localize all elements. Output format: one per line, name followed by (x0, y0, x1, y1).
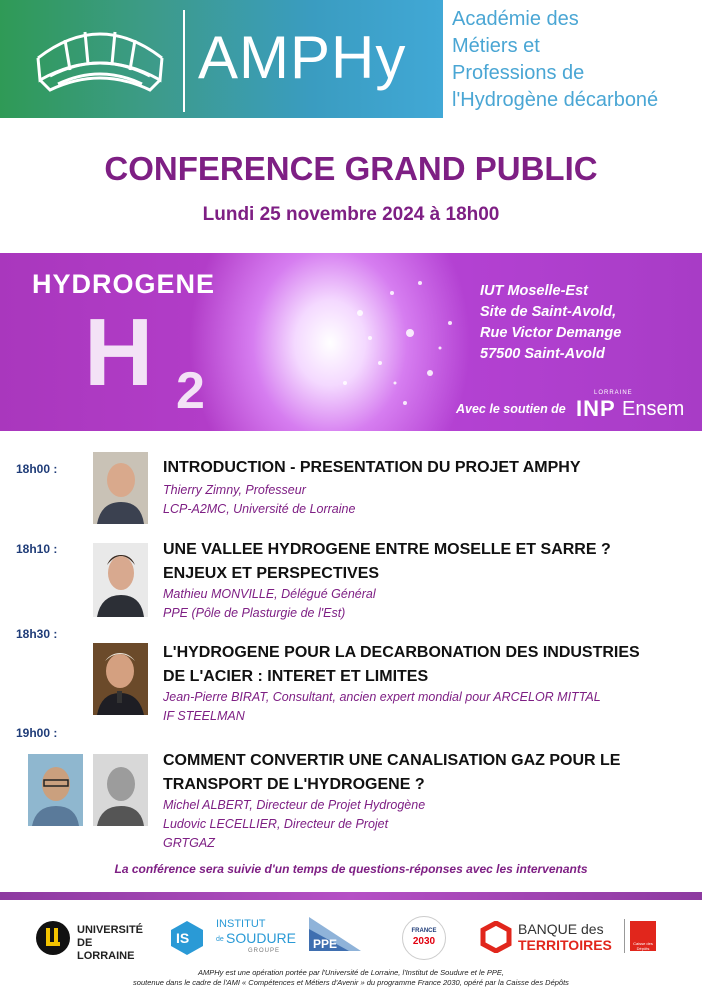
ul-line: DE LORRAINE (77, 937, 135, 962)
speaker-info (163, 688, 601, 726)
talk-title-line: L'HYDROGENE POUR LA DECARBONATION DES INDUSTRIES (163, 644, 640, 661)
footer-line: soutenue dans le cadre de l'AMI « Compétences et Métiers d'Avenir » du programme France 2030, opéré par la Caisse des Dépôts (133, 978, 569, 987)
header-divider (183, 10, 185, 112)
speaker-line: Mathieu MONVILLE, Délégué Général (163, 587, 376, 601)
time-label: 19h00 : (16, 726, 58, 740)
talk-title-line: COMMENT CONVERTIR UNE CANALISATION GAZ POUR LE (163, 752, 621, 769)
talk-title (163, 456, 581, 480)
academy-line: l'Hydrogène décarboné (452, 89, 659, 111)
is-line: GROUPE (248, 948, 281, 954)
purple-divider (0, 892, 702, 900)
amphy-logo-text: AMPHy (198, 24, 407, 91)
talk-title-line: UNE VALLEE HYDROGENE ENTRE MOSELLE ET SARRE ? (163, 541, 611, 558)
address-line: 57500 Saint-Avold (480, 346, 605, 362)
speaker-line: Jean-Pierre BIRAT, Consultant, ancien expert mondial pour ARCELOR MITTAL (163, 690, 601, 704)
speaker-line: Ludovic LECELLIER, Directeur de Projet (163, 817, 389, 831)
is-line: SOUDURE (226, 930, 297, 946)
talk-title-line: DE L'ACIER : INTERET ET LIMITES (163, 668, 429, 685)
support-text: Avec le soutien de (456, 402, 566, 416)
address-line: IUT Moselle-Est (480, 283, 588, 299)
institut-soudure-logo (168, 915, 298, 961)
time-label: 18h30 : (16, 627, 58, 641)
speaker-line: PPE (Pôle de Plasturgie de l'Est) (163, 606, 346, 620)
talk-title-line: TRANSPORT DE L'HYDROGENE ? (163, 776, 425, 793)
speaker-line: Michel ALBERT, Directeur de Projet Hydrogène (163, 798, 426, 812)
address-line: Rue Victor Demange (480, 325, 622, 341)
banner-heading: HYDROGENE (32, 269, 216, 299)
inp-label: INP (576, 396, 616, 421)
h2-symbol-letter: H (84, 299, 154, 406)
speaker-info (163, 481, 355, 519)
time-label: 18h00 : (16, 462, 58, 476)
speaker-photo-icon (93, 452, 148, 524)
speaker-photo-icon (93, 543, 148, 617)
academy-title (452, 6, 702, 114)
talk-title-line: ENJEUX ET PERSPECTIVES (163, 565, 380, 582)
inp-lorraine-label: LORRAINE (594, 390, 633, 396)
banque-territoires-logo (480, 917, 660, 957)
talk-title (163, 749, 620, 797)
venue-address (480, 281, 621, 365)
speaker-line: Thierry Zimny, Professeur (163, 483, 306, 497)
speaker-photo-icon (28, 754, 83, 826)
universite-lorraine-logo (35, 918, 150, 962)
bdt-hexagon-icon (480, 921, 512, 953)
talk-title (163, 538, 611, 586)
bdt-line: BANQUE des (518, 921, 604, 937)
ul-circle-icon (35, 920, 71, 956)
is-line: INSTITUT (216, 918, 266, 930)
footer-line: AMPHy est une opération portée par l'Université de Lorraine, l'Institut de Soudure et le PPE, (198, 968, 504, 977)
ppe-label: PPE (313, 937, 338, 951)
france-2030-logo (402, 916, 446, 960)
conference-date: Lundi 25 novembre 2024 à 18h00 (202, 204, 500, 225)
bdt-line: TERRITOIRES (518, 937, 612, 953)
closing-note: La conférence sera suivie d'un temps de questions-réponses avec les intervenants (114, 862, 588, 876)
speaker-info (163, 585, 376, 623)
year-label: 2030 (412, 936, 436, 947)
ul-line: UNIVERSITÉ (77, 924, 144, 936)
speaker-line: IF STEELMAN (163, 709, 245, 723)
speaker-line: GRTGAZ (163, 836, 215, 850)
address-line: Site de Saint-Avold, (480, 304, 617, 320)
amphitheater-logo-icon (30, 18, 170, 98)
academy-line: Professions de (452, 62, 585, 84)
conference-title: CONFERENCE GRAND PUBLIC (104, 150, 598, 187)
speaker-photo-icon (93, 643, 148, 715)
time-label: 18h10 : (16, 542, 58, 556)
bdt-separator (624, 919, 625, 953)
hydrogen-banner (0, 253, 702, 431)
academy-line: Académie des (452, 8, 579, 30)
is-prefix: de (216, 936, 224, 943)
cdc-label: Caisse des Dépôts (633, 941, 653, 951)
academy-line: Métiers et (452, 35, 540, 57)
ppe-logo (309, 915, 365, 955)
speaker-line: LCP-A2MC, Université de Lorraine (163, 502, 356, 516)
is-badge: IS (176, 930, 190, 946)
france-label: FRANCE (411, 928, 437, 934)
talk-title (163, 641, 640, 689)
speaker-photo-icon (93, 754, 148, 826)
h2-symbol-subscript: 2 (176, 362, 205, 420)
speaker-info (163, 796, 425, 853)
talk-title-line: INTRODUCTION - PRESENTATION DU PROJET AMPHY (163, 459, 581, 476)
ensem-label: Ensem (622, 398, 685, 420)
